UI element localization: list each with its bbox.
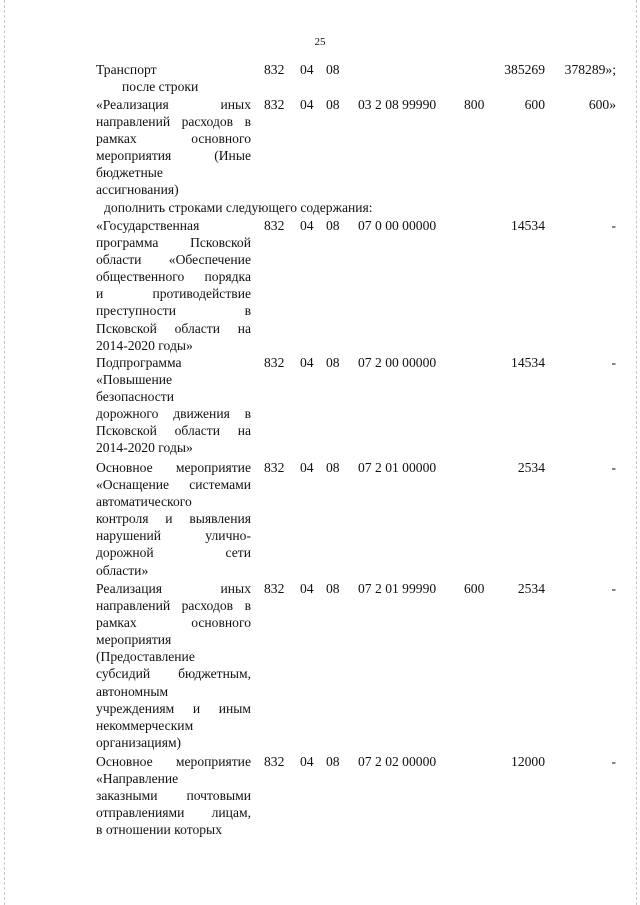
amount-year-2: 600» (588, 97, 616, 112)
row-name-line: субсидий бюджетным, (96, 666, 251, 682)
row-name-line: Основное мероприятие (96, 460, 251, 475)
right-scan-edge (636, 0, 637, 905)
row-name-line: отправлениями лицам, (96, 805, 251, 821)
expense-type-code: 800 (464, 97, 485, 112)
amount-year-1: 385269 (504, 62, 545, 77)
amount-year-2: - (611, 460, 616, 475)
row-name-line: 2014-2020 годы» (96, 440, 193, 456)
row-name-line: рамках основного (96, 615, 251, 631)
amount-year-1: 600 (524, 97, 545, 112)
row-name-line: и противодействие (96, 286, 251, 302)
subsection-code: 08 (326, 97, 340, 112)
subsection-code: 08 (326, 754, 340, 769)
row-name-line: контроля и выявления (96, 511, 251, 527)
ministry-code: 832 (264, 754, 285, 769)
target-article-code: 07 2 01 00000 (358, 460, 437, 475)
row-name-line: направлений расходов в (96, 598, 251, 614)
row-name-line: общественного порядка (96, 269, 251, 285)
ministry-code: 832 (264, 218, 285, 233)
row-name-line: некоммерческим (96, 717, 194, 733)
amount-year-2: - (611, 581, 616, 596)
row-name-line: программа Псковской (96, 235, 251, 251)
row-name-line: учреждениям и иным (96, 700, 251, 716)
target-article-code: 07 2 02 00000 (358, 754, 437, 769)
amount-year-1: 14534 (511, 218, 545, 233)
row-name (96, 354, 251, 457)
ministry-code: 832 (264, 62, 285, 77)
section-code: 04 (300, 218, 314, 233)
row-name-line: Реализация иных (96, 581, 251, 596)
row-name-line: автоматического (96, 494, 192, 510)
ministry-code: 832 (264, 581, 285, 596)
ministry-code: 832 (264, 355, 285, 370)
amount-year-2: - (611, 355, 616, 370)
target-article-code: 03 2 08 99990 (358, 97, 437, 112)
row-name-line: бюджетные (96, 165, 163, 181)
expense-type-code: 600 (464, 581, 485, 596)
row-name-line: направлений расходов в (96, 114, 251, 130)
row-name-line: «Направление (96, 771, 179, 787)
row-name (96, 96, 251, 199)
amount-year-2: 378289»; (564, 62, 616, 77)
section-code: 04 (300, 62, 314, 77)
left-scan-edge (4, 0, 5, 905)
row-name-line: рамках основного (96, 131, 251, 147)
amount-year-2: - (611, 754, 616, 769)
row-name (96, 753, 251, 838)
row-name-line: мероприятия (96, 632, 172, 648)
row-name (96, 61, 251, 78)
row-name (96, 580, 251, 751)
amount-year-2: - (611, 218, 616, 233)
row-name-line: области «Обеспечение (96, 252, 251, 268)
row-name-line: организациям) (96, 734, 182, 750)
target-article-code: 07 2 01 99990 (358, 581, 437, 596)
section-code: 04 (300, 754, 314, 769)
row-name-line: Основное мероприятие (96, 754, 251, 769)
row-name-line: автономным (96, 683, 169, 699)
section-code: 04 (300, 581, 314, 596)
instruction-add-rows: дополнить строками следующего содержания: (104, 200, 373, 215)
row-name-line: Подпрограмма (96, 355, 182, 370)
row-name (96, 217, 251, 354)
section-code: 04 (300, 355, 314, 370)
row-name-line: нарушений улично- (96, 528, 251, 544)
row-name-line: ассигнования) (96, 182, 179, 198)
subsection-code: 08 (326, 460, 340, 475)
target-article-code: 07 0 00 00000 (358, 218, 437, 233)
instruction-after-row: после строки (122, 79, 199, 94)
row-name-line: безопасности (96, 389, 175, 405)
row-name-line: преступности в (96, 303, 251, 319)
row-name-line: дорожной сети (96, 545, 251, 561)
row-name-line: «Реализация иных (96, 97, 251, 112)
row-name (96, 459, 251, 579)
row-name-line: Псковской области на (96, 320, 251, 336)
amount-year-1: 14534 (511, 355, 545, 370)
ministry-code: 832 (264, 97, 285, 112)
row-name-line: 2014-2020 годы» (96, 337, 193, 353)
subsection-code: 08 (326, 581, 340, 596)
row-name-line: заказными почтовыми (96, 788, 251, 804)
section-code: 04 (300, 97, 314, 112)
amount-year-1: 12000 (511, 754, 545, 769)
row-name-line: мероприятия (Иные (96, 148, 251, 164)
page-number: 25 (314, 36, 326, 48)
row-name-line: Транспорт (96, 62, 157, 77)
section-code: 04 (300, 460, 314, 475)
ministry-code: 832 (264, 460, 285, 475)
row-name-line: (Предоставление (96, 649, 195, 665)
subsection-code: 08 (326, 218, 340, 233)
row-name-line: «Государственная (96, 218, 200, 233)
amount-year-1: 2534 (517, 581, 545, 596)
row-name-line: «Повышение (96, 372, 173, 388)
row-name-line: области» (96, 562, 149, 578)
row-name-line: в отношении которых (96, 822, 222, 838)
subsection-code: 08 (326, 62, 340, 77)
target-article-code: 07 2 00 00000 (358, 355, 437, 370)
subsection-code: 08 (326, 355, 340, 370)
row-name-line: «Оснащение системами (96, 477, 251, 493)
row-name-line: дорожного движения в (96, 406, 251, 422)
row-name-line: Псковской области на (96, 423, 251, 439)
amount-year-1: 2534 (517, 460, 545, 475)
